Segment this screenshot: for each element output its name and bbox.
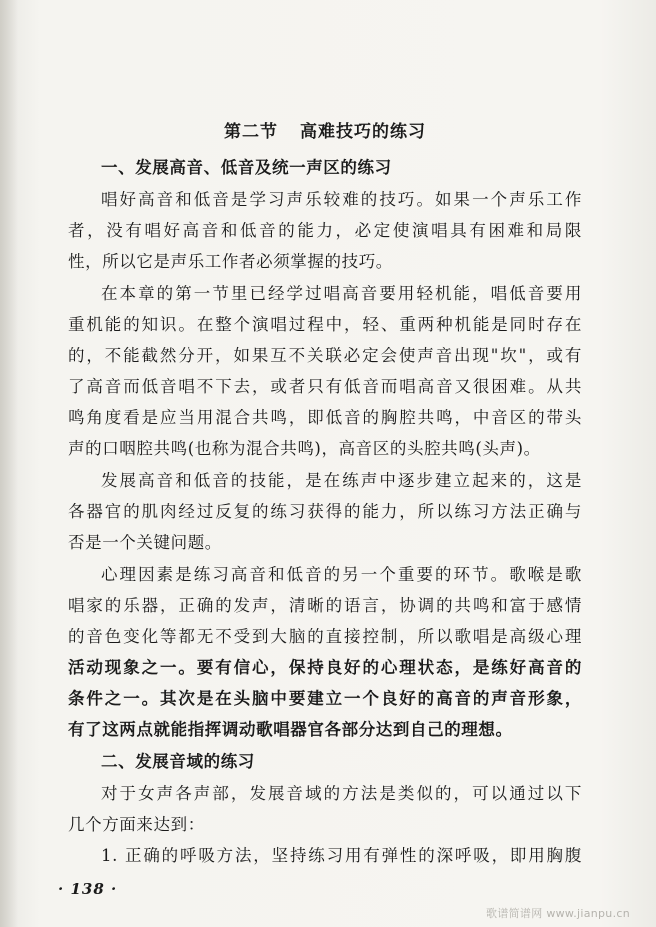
text-line: 唱家的乐器，正确的发声，清晰的语言，协调的共鸣和富于感情 bbox=[68, 596, 582, 615]
section-name: 高难技巧的练习 bbox=[300, 122, 426, 142]
section-title bbox=[68, 117, 582, 142]
text-line: 鸣角度看是应当用混合共鸣，即低音的胸腔共鸣，中音区的带头 bbox=[68, 408, 582, 427]
text-line: 否是一个关键问题。 bbox=[68, 533, 222, 552]
page-binding-shadow bbox=[0, 0, 18, 927]
text-line: 的，不能截然分开，如果互不关联必定会使声音出现"坎"，或有 bbox=[68, 346, 582, 365]
text-line: 唱好高音和低音是学习声乐较难的技巧。如果一个声乐工作 bbox=[101, 190, 582, 209]
subsection-heading-1: 一、发展高音、低音及统一声区的练习 bbox=[101, 158, 392, 177]
text-line: 有了这两点就能指挥调动歌唱器官各部分达到自己的理想。 bbox=[68, 720, 513, 739]
text-line: 心理因素是练习高音和低音的另一个重要的环节。歌喉是歌 bbox=[101, 565, 582, 584]
text-line: 发展高音和低音的技能，是在练声中逐步建立起来的，这是 bbox=[101, 471, 582, 490]
text-line: 声的口咽腔共鸣(也称为混合共鸣)，高音区的头腔共鸣(头声)。 bbox=[68, 439, 541, 458]
text-line: 1. 正确的呼吸方法，坚持练习用有弹性的深呼吸，即用胸腹 bbox=[101, 846, 582, 865]
text-line: 活动现象之一。要有信心，保持良好的心理状态，是练好高音的 bbox=[68, 658, 582, 677]
text-line: 的音色变化等都无不受到大脑的直接控制，所以歌唱是高级心理 bbox=[68, 627, 582, 646]
text-line: 几个方面来达到： bbox=[68, 815, 205, 834]
section-number: 第二节 bbox=[224, 122, 278, 142]
text-line: 在本章的第一节里已经学过唱高音要用轻机能，唱低音要用 bbox=[101, 284, 582, 303]
text-line: 者，没有唱好高音和低音的能力，必定使演唱具有困难和局限 bbox=[68, 221, 582, 240]
text-line: 条件之一。其次是在头脑中要建立一个良好的高音的声音形象， bbox=[68, 689, 582, 708]
subsection-heading-2: 二、发展音域的练习 bbox=[101, 752, 255, 771]
text-line: 各器官的肌肉经过反复的练习获得的能力，所以练习方法正确与 bbox=[68, 502, 582, 521]
text-line: 对于女声各声部，发展音域的方法是类似的，可以通过以下 bbox=[101, 784, 582, 803]
text-line: 性，所以它是声乐工作者必须掌握的技巧。 bbox=[68, 252, 393, 271]
page-number: · 138 · bbox=[58, 880, 118, 898]
text-line: 重机能的知识。在整个演唱过程中，轻、重两种机能是同时存在 bbox=[68, 315, 582, 334]
site-watermark: 歌谱简谱网 www.jianpu.cn bbox=[486, 907, 630, 920]
text-line: 了高音而低音唱不下去，或者只有低音而唱高音又很困难。从共 bbox=[68, 377, 582, 396]
